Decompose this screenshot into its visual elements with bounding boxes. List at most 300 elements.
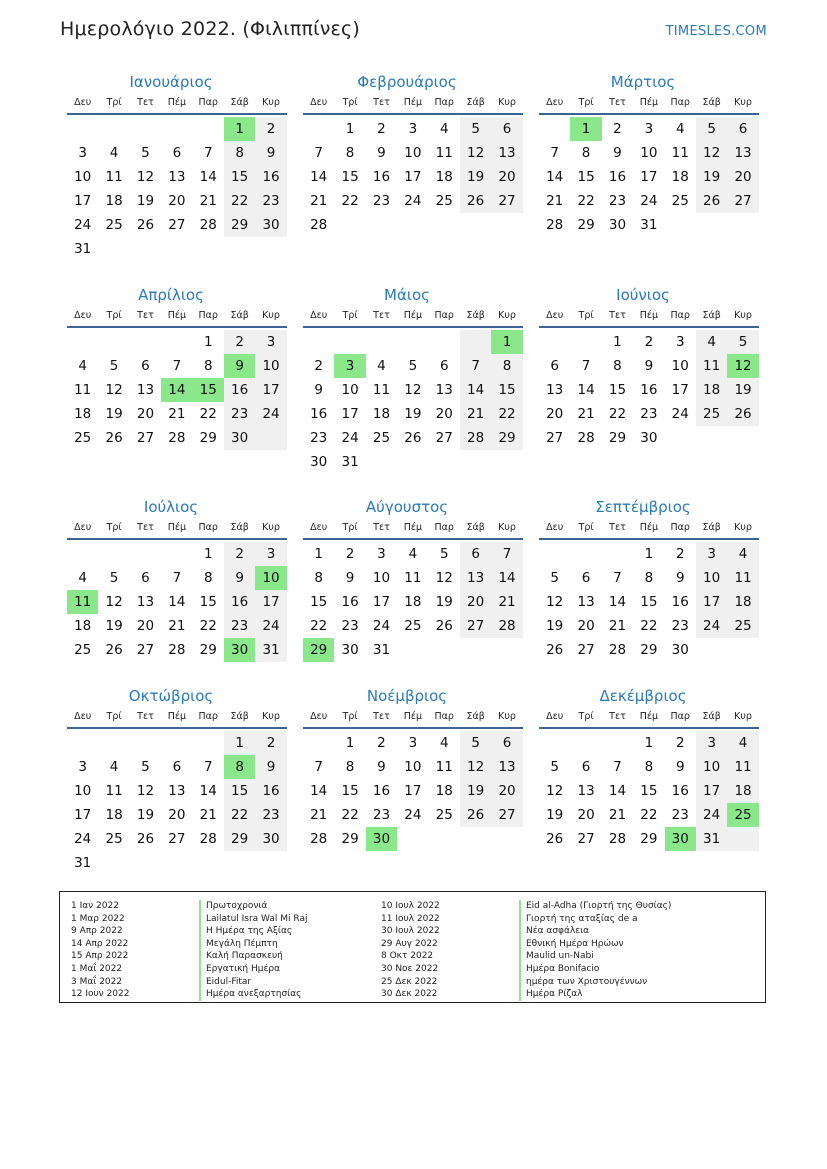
day-cell: 21: [310, 193, 328, 209]
week-row: [303, 542, 523, 566]
empty-cell: [602, 731, 633, 755]
weekday-label: Τρί: [106, 711, 122, 722]
day-cell: 5: [109, 358, 119, 374]
weekday-header: [539, 707, 759, 729]
month-calendar: [531, 71, 751, 237]
holiday-name: Η Ημέρα της Αξίας: [199, 925, 307, 938]
day-cell: 19: [435, 594, 453, 610]
day-cell: 2: [675, 735, 685, 751]
day-cell: 31: [74, 855, 92, 871]
week-row: [539, 330, 759, 354]
day-cell: 5: [109, 570, 119, 586]
day-cell: 20: [727, 165, 758, 189]
empty-cell: [727, 827, 758, 851]
week-row: [67, 189, 287, 213]
weekday-label: Τρί: [342, 97, 358, 108]
day-cell: 5: [439, 546, 449, 562]
day-cell: 17: [341, 406, 359, 422]
week-row: [303, 614, 523, 638]
holiday-day-cell: 30: [366, 827, 397, 851]
day-cell: 14: [608, 783, 627, 799]
day-cell: 4: [109, 759, 119, 775]
empty-cell: [130, 542, 161, 566]
week-row: [303, 731, 523, 755]
day-cell: 25: [727, 614, 758, 638]
day-cell: 29: [640, 831, 658, 847]
empty-cell: [303, 731, 334, 755]
empty-cell: [491, 213, 522, 237]
day-cell: 20: [168, 193, 186, 209]
day-cell: 9: [613, 145, 622, 161]
month-name: Ιούλιος: [143, 498, 199, 516]
weekday-label: Κυρ: [734, 310, 752, 321]
day-cell: 16: [224, 378, 255, 402]
month-calendar: [59, 71, 279, 261]
day-cell: 10: [372, 570, 391, 586]
day-cell: 1: [644, 546, 654, 562]
day-cell: 20: [136, 618, 155, 634]
weekday-label: Κυρ: [498, 522, 516, 533]
weekday-label: Σάβ: [466, 522, 485, 533]
day-cell: 8: [345, 759, 355, 775]
week-row: [67, 590, 287, 614]
day-cell: 13: [491, 755, 522, 779]
day-cell: 11: [435, 759, 453, 775]
weekday-label: Σάβ: [466, 310, 485, 321]
empty-cell: [161, 237, 192, 261]
day-cell: 24: [696, 803, 727, 827]
day-cell: 3: [408, 735, 418, 751]
day-cell: 15: [224, 165, 255, 189]
weekday-label: Τετ: [137, 522, 154, 533]
holiday-date: 29 Αυγ 2022: [381, 938, 438, 949]
day-cell: 6: [491, 117, 522, 141]
day-cell: 22: [199, 618, 217, 634]
day-cell: 26: [546, 831, 564, 847]
weekday-label: Παρ: [670, 522, 690, 533]
day-cell: 7: [203, 759, 213, 775]
days-grid: [303, 542, 523, 662]
day-cell: 10: [671, 358, 689, 374]
day-cell: 28: [310, 831, 328, 847]
day-cell: 3: [78, 145, 87, 161]
month-name: Μάρτιος: [610, 73, 676, 91]
day-cell: 15: [224, 779, 255, 803]
day-cell: 6: [141, 358, 150, 374]
weekday-label: Πέμ: [639, 522, 659, 533]
day-cell: 11: [435, 145, 453, 161]
day-cell: 22: [310, 618, 328, 634]
holiday-dates-right: [381, 900, 440, 1001]
day-cell: 8: [345, 145, 355, 161]
empty-cell: [161, 731, 192, 755]
day-cell: 29: [640, 642, 658, 658]
day-cell: 8: [613, 358, 622, 374]
day-cell: 13: [727, 141, 758, 165]
holiday-name: Πρωτοχρονιά: [199, 900, 307, 913]
day-cell: 4: [727, 542, 758, 566]
day-cell: 21: [491, 590, 522, 614]
weekday-label: Παρ: [670, 97, 690, 108]
day-cell: 4: [727, 731, 758, 755]
day-cell: 26: [105, 642, 123, 658]
weekday-label: Παρ: [434, 310, 454, 321]
holiday-name: Eid al-Adha (Γιορτή της Θυσίας): [519, 900, 671, 913]
day-cell: 2: [377, 121, 386, 137]
day-cell: 20: [168, 807, 186, 823]
empty-cell: [67, 117, 98, 141]
day-cell: 27: [727, 189, 758, 213]
empty-cell: [665, 426, 696, 450]
empty-cell: [397, 450, 428, 474]
day-cell: 31: [255, 638, 286, 662]
week-row: [67, 354, 287, 378]
week-row: [303, 590, 523, 614]
week-row: [67, 402, 287, 426]
weekday-label: Πέμ: [167, 522, 187, 533]
day-cell: 8: [203, 570, 213, 586]
day-cell: 9: [255, 755, 286, 779]
weekday-label: Παρ: [434, 97, 454, 108]
week-row: [303, 450, 523, 474]
day-cell: 21: [310, 807, 328, 823]
empty-cell: [570, 330, 601, 354]
day-cell: 18: [727, 590, 758, 614]
day-cell: 31: [372, 642, 391, 658]
empty-cell: [224, 237, 255, 261]
day-cell: 16: [310, 406, 328, 422]
day-cell: 25: [435, 807, 453, 823]
day-cell: 2: [314, 358, 323, 374]
days-grid: [67, 330, 287, 450]
holiday-day-cell: 25: [727, 803, 758, 827]
day-cell: 24: [372, 618, 391, 634]
day-cell: 18: [727, 779, 758, 803]
weekday-label: Δευ: [74, 522, 92, 533]
day-cell: 13: [136, 594, 155, 610]
day-cell: 9: [675, 759, 685, 775]
day-cell: 16: [224, 590, 255, 614]
day-cell: 7: [460, 354, 491, 378]
empty-cell: [727, 426, 758, 450]
day-cell: 12: [435, 570, 453, 586]
day-cell: 11: [671, 145, 689, 161]
empty-cell: [696, 426, 727, 450]
week-row: [67, 378, 287, 402]
day-cell: 5: [696, 117, 727, 141]
holiday-date: 10 Ιουλ 2022: [381, 901, 440, 911]
day-cell: 4: [377, 358, 386, 374]
weekday-label: Δευ: [310, 97, 328, 108]
day-cell: 15: [341, 783, 359, 799]
holiday-name: Ημέρα Ρίζαλ: [519, 988, 671, 1001]
day-cell: 17: [372, 594, 391, 610]
day-cell: 18: [671, 169, 689, 185]
day-cell: 17: [255, 378, 286, 402]
weekday-label: Σάβ: [230, 310, 249, 321]
week-row: [303, 330, 523, 354]
holiday-day-cell: 9: [224, 354, 255, 378]
weekday-label: Τρί: [578, 522, 594, 533]
day-cell: 17: [255, 590, 286, 614]
day-cell: 9: [345, 570, 355, 586]
day-cell: 19: [546, 618, 564, 634]
weekday-label: Δευ: [74, 97, 92, 108]
week-row: [67, 566, 287, 590]
day-cell: 10: [404, 759, 422, 775]
week-row: [539, 402, 759, 426]
weekday-header: [303, 518, 523, 540]
day-cell: 19: [105, 406, 123, 422]
holiday-date: 1 Μαρ 2022: [71, 913, 125, 924]
holiday-name: Νέα ασφάλεια: [519, 925, 671, 938]
empty-cell: [366, 330, 397, 354]
holiday-name: Maulid un-Nabi: [519, 950, 671, 963]
day-cell: 18: [74, 618, 92, 634]
day-cell: 23: [224, 614, 255, 638]
holiday-day-cell: 11: [67, 590, 98, 614]
day-cell: 15: [640, 594, 658, 610]
month-calendar: [531, 284, 751, 450]
day-cell: 13: [546, 382, 564, 398]
day-cell: 24: [341, 430, 359, 446]
weekday-label: Κυρ: [262, 522, 280, 533]
weekday-label: Τετ: [609, 97, 626, 108]
day-cell: 6: [172, 759, 182, 775]
day-cell: 4: [78, 570, 87, 586]
week-row: [67, 638, 287, 662]
month-name: Σεπτέμβριος: [595, 498, 691, 516]
weekday-label: Δευ: [74, 711, 92, 722]
day-cell: 24: [404, 193, 422, 209]
holiday-date: 25 Δεκ 2022: [381, 976, 438, 987]
empty-cell: [303, 117, 334, 141]
weekday-label: Δευ: [74, 310, 92, 321]
week-row: [303, 638, 523, 662]
day-cell: 2: [255, 731, 286, 755]
day-cell: 27: [168, 831, 186, 847]
holiday-day-cell: 12: [727, 354, 758, 378]
empty-cell: [67, 542, 98, 566]
empty-cell: [193, 237, 224, 261]
day-cell: 9: [377, 145, 386, 161]
holiday-day-cell: 10: [255, 566, 286, 590]
day-cell: 2: [345, 546, 355, 562]
day-cell: 8: [203, 358, 213, 374]
day-cell: 26: [136, 217, 155, 233]
day-cell: 22: [224, 189, 255, 213]
empty-cell: [397, 330, 428, 354]
day-cell: 14: [168, 594, 186, 610]
day-cell: 14: [460, 378, 491, 402]
holiday-day-cell: 1: [491, 330, 522, 354]
weekday-label: Τετ: [373, 310, 390, 321]
day-cell: 6: [550, 358, 559, 374]
day-cell: 1: [613, 334, 622, 350]
day-cell: 12: [460, 755, 491, 779]
day-cell: 14: [491, 566, 522, 590]
day-cell: 3: [644, 121, 654, 137]
empty-cell: [696, 213, 727, 237]
day-cell: 2: [644, 334, 654, 350]
holiday-day-cell: 1: [224, 117, 255, 141]
month-calendar: [59, 284, 279, 450]
empty-cell: [130, 731, 161, 755]
day-cell: 20: [460, 590, 491, 614]
day-cell: 20: [491, 779, 522, 803]
day-cell: 30: [640, 430, 658, 446]
weekday-label: Τετ: [137, 310, 154, 321]
day-cell: 14: [546, 169, 564, 185]
empty-cell: [539, 117, 570, 141]
day-cell: 9: [224, 566, 255, 590]
day-cell: 5: [550, 759, 559, 775]
day-cell: 28: [199, 217, 217, 233]
weekday-label: Σάβ: [230, 711, 249, 722]
day-cell: 26: [460, 189, 491, 213]
weekday-label: Δευ: [310, 711, 328, 722]
day-cell: 7: [314, 759, 323, 775]
weekday-label: Τετ: [137, 97, 154, 108]
day-cell: 27: [491, 803, 522, 827]
day-cell: 18: [105, 193, 123, 209]
weekday-label: Παρ: [198, 310, 218, 321]
day-cell: 29: [224, 827, 255, 851]
weekday-label: Δευ: [310, 310, 328, 321]
day-cell: 27: [577, 831, 595, 847]
month-calendar: [295, 496, 515, 662]
day-cell: 12: [546, 594, 564, 610]
week-row: [539, 426, 759, 450]
day-cell: 25: [372, 430, 391, 446]
holiday-day-cell: 29: [303, 638, 334, 662]
day-cell: 23: [255, 803, 286, 827]
day-cell: 15: [640, 783, 658, 799]
day-cell: 23: [608, 193, 627, 209]
day-cell: 21: [608, 618, 627, 634]
day-cell: 30: [608, 217, 627, 233]
weekday-label: Σάβ: [466, 97, 485, 108]
empty-cell: [570, 731, 601, 755]
week-row: [539, 165, 759, 189]
day-cell: 6: [581, 759, 591, 775]
day-cell: 30: [255, 827, 286, 851]
day-cell: 27: [136, 430, 155, 446]
day-cell: 14: [577, 382, 595, 398]
week-row: [539, 827, 759, 851]
holiday-name: Eidul-Fitar: [199, 976, 307, 989]
day-cell: 10: [74, 783, 92, 799]
day-cell: 26: [404, 430, 422, 446]
week-row: [303, 779, 523, 803]
day-cell: 22: [640, 807, 658, 823]
empty-cell: [98, 851, 129, 875]
day-cell: 23: [671, 618, 689, 634]
days-grid: [303, 117, 523, 237]
week-row: [539, 117, 759, 141]
day-cell: 8: [644, 759, 654, 775]
day-cell: 26: [435, 618, 453, 634]
day-cell: 22: [224, 803, 255, 827]
day-cell: 19: [105, 618, 123, 634]
day-cell: 16: [608, 169, 627, 185]
day-cell: 11: [696, 354, 727, 378]
holiday-name: ημέρα των Χριστουγέννων: [519, 976, 671, 989]
day-cell: 7: [550, 145, 559, 161]
day-cell: 20: [577, 807, 595, 823]
weekday-label: Κυρ: [734, 97, 752, 108]
day-cell: 31: [640, 217, 658, 233]
day-cell: 22: [341, 807, 359, 823]
days-grid: [303, 330, 523, 474]
day-cell: 29: [577, 217, 595, 233]
day-cell: 7: [172, 358, 182, 374]
day-cell: 1: [345, 735, 355, 751]
day-cell: 5: [727, 330, 758, 354]
week-row: [539, 354, 759, 378]
weekday-label: Παρ: [198, 97, 218, 108]
day-cell: 23: [640, 406, 658, 422]
empty-cell: [161, 330, 192, 354]
day-cell: 25: [671, 193, 689, 209]
empty-cell: [98, 330, 129, 354]
holiday-name: Ημέρα Bonifacio: [519, 963, 671, 976]
day-cell: 28: [546, 217, 564, 233]
day-cell: 25: [105, 831, 123, 847]
week-row: [67, 851, 287, 875]
day-cell: 16: [255, 165, 286, 189]
month-calendar: [59, 496, 279, 662]
week-row: [539, 141, 759, 165]
site-link[interactable]: TIMESLES.COM: [665, 24, 767, 39]
weekday-header: [67, 518, 287, 540]
day-cell: 15: [577, 169, 595, 185]
day-cell: 11: [727, 566, 758, 590]
empty-cell: [727, 213, 758, 237]
week-row: [303, 189, 523, 213]
weekday-label: Τετ: [609, 522, 626, 533]
day-cell: 8: [581, 145, 591, 161]
empty-cell: [397, 213, 428, 237]
day-cell: 14: [608, 594, 627, 610]
day-cell: 12: [136, 169, 155, 185]
weekday-label: Κυρ: [498, 97, 516, 108]
day-cell: 21: [460, 402, 491, 426]
day-cell: 4: [696, 330, 727, 354]
week-row: [539, 378, 759, 402]
week-row: [67, 213, 287, 237]
week-row: [539, 614, 759, 638]
day-cell: 25: [105, 217, 123, 233]
holiday-date: 3 Μαΐ 2022: [71, 976, 123, 987]
holiday-name: Μεγάλη Πέμπτη: [199, 938, 307, 951]
day-cell: 12: [546, 783, 564, 799]
day-cell: 1: [644, 735, 654, 751]
day-cell: 29: [608, 430, 627, 446]
day-cell: 31: [341, 454, 359, 470]
day-cell: 30: [310, 454, 328, 470]
day-cell: 10: [696, 755, 727, 779]
empty-cell: [130, 851, 161, 875]
day-cell: 7: [581, 358, 591, 374]
day-cell: 19: [460, 779, 491, 803]
day-cell: 22: [199, 406, 217, 422]
holiday-date: 14 Απρ 2022: [71, 938, 129, 949]
week-row: [539, 542, 759, 566]
week-row: [303, 378, 523, 402]
month-name: Ιανουάριος: [129, 73, 213, 91]
weekday-label: Παρ: [670, 711, 690, 722]
